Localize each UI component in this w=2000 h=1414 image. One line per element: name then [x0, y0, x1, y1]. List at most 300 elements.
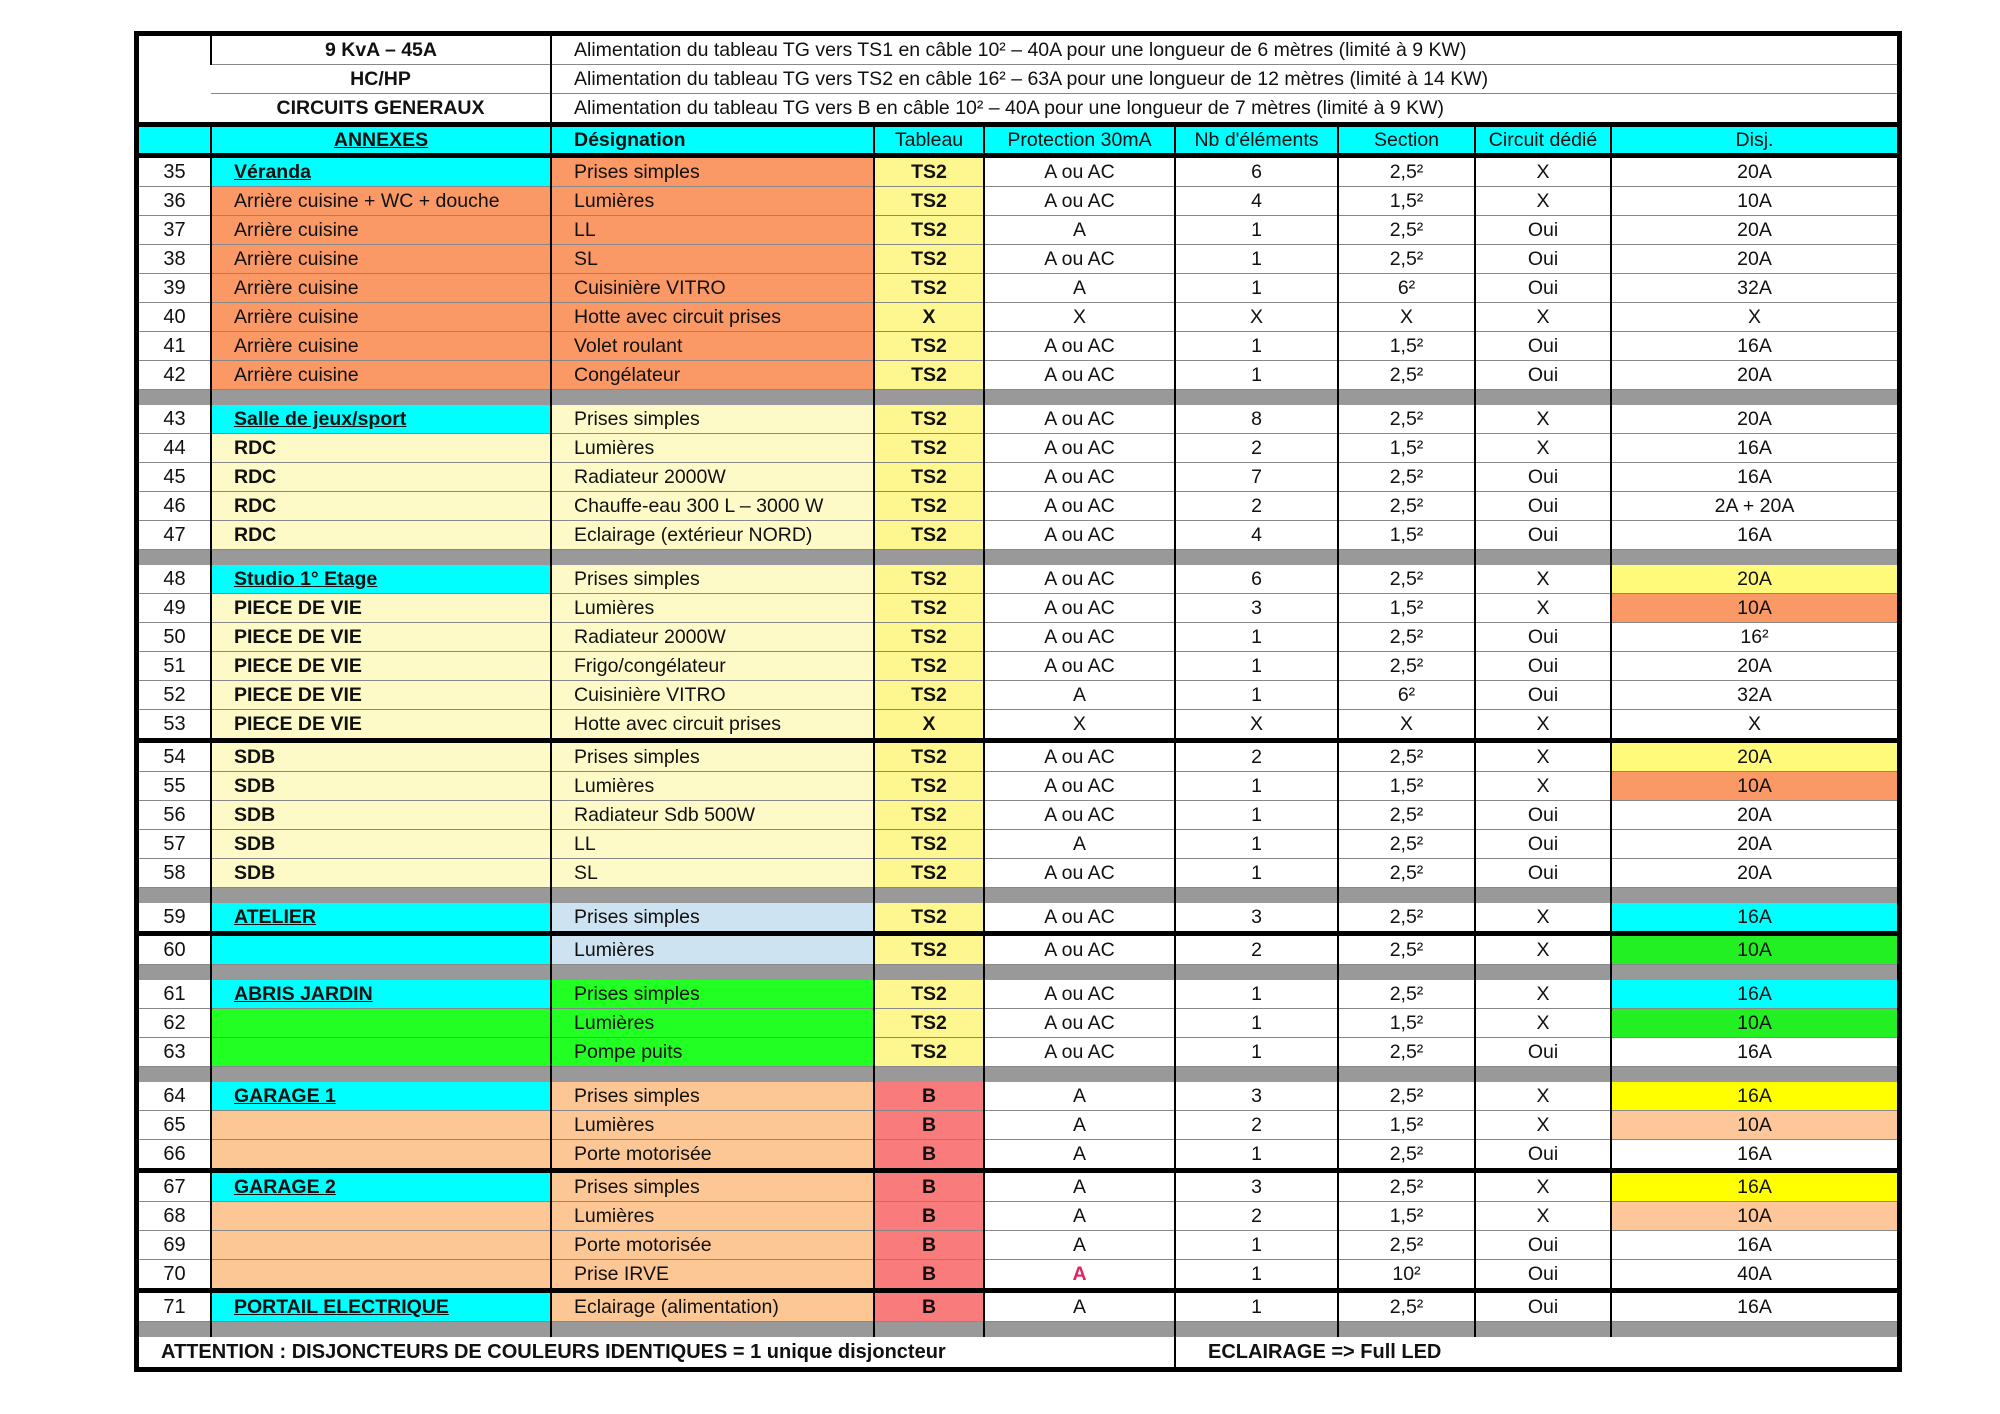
circuit-number: 46 [139, 492, 211, 521]
disj-cell: 40A [1611, 1260, 1897, 1291]
tableau-cell: TS2 [874, 652, 984, 681]
tableau-cell: TS2 [874, 492, 984, 521]
section-cell: 2,5² [1338, 565, 1475, 594]
nb-elements-cell: 1 [1175, 830, 1338, 859]
designation-cell: Prises simples [551, 1171, 874, 1202]
disj-cell: 20A [1611, 156, 1897, 187]
circuit-number: 57 [139, 830, 211, 859]
disj-cell: X [1611, 710, 1897, 741]
nb-elements-cell: 1 [1175, 652, 1338, 681]
circuit-dedie-cell: X [1475, 903, 1611, 934]
separator-cell [211, 1067, 551, 1083]
nb-elements-cell: 2 [1175, 741, 1338, 772]
header-supply-b: Alimentation du tableau TG vers B en câble 10² – 40A pour une longueur de 7 mètres (limité à 9 KW) [551, 94, 1897, 125]
separator-cell [984, 965, 1175, 981]
designation-cell: Prises simples [551, 980, 874, 1009]
circuit-dedie-cell: X [1475, 934, 1611, 965]
designation-cell: Porte motorisée [551, 1231, 874, 1260]
section-cell: 2,5² [1338, 156, 1475, 187]
separator-cell [211, 1322, 551, 1338]
disj-cell: 16² [1611, 623, 1897, 652]
table-row [139, 1291, 1897, 1322]
section-cell: 1,5² [1338, 594, 1475, 623]
table-row [139, 521, 1897, 550]
table-row [139, 1111, 1897, 1140]
separator-cell [139, 550, 211, 566]
annexe-cell: GARAGE 1 [211, 1082, 551, 1111]
designation-cell: Lumières [551, 1202, 874, 1231]
annexe-cell [211, 1009, 551, 1038]
tableau-cell: TS2 [874, 830, 984, 859]
table-row [139, 434, 1897, 463]
circuit-number: 35 [139, 156, 211, 187]
tableau-cell: TS2 [874, 1038, 984, 1067]
nb-elements-cell: 1 [1175, 245, 1338, 274]
disj-cell: 10A [1611, 187, 1897, 216]
separator-cell [139, 1067, 211, 1083]
disj-cell: 10A [1611, 1009, 1897, 1038]
circuit-dedie-cell: Oui [1475, 652, 1611, 681]
disj-cell: 10A [1611, 594, 1897, 623]
circuit-dedie-cell: Oui [1475, 801, 1611, 830]
designation-cell: Volet roulant [551, 332, 874, 361]
group-separator [139, 888, 1897, 904]
tableau-cell: TS2 [874, 681, 984, 710]
circuit-number: 54 [139, 741, 211, 772]
circuit-number: 43 [139, 405, 211, 434]
separator-cell [984, 1322, 1175, 1338]
header-general-circuits: CIRCUITS GENERAUX [211, 94, 551, 125]
designation-cell: Radiateur 2000W [551, 463, 874, 492]
table-row [139, 216, 1897, 245]
tableau-cell: TS2 [874, 463, 984, 492]
circuit-dedie-cell: Oui [1475, 1140, 1611, 1171]
circuit-dedie-cell: X [1475, 710, 1611, 741]
table-row [139, 1171, 1897, 1202]
protection-cell: A ou AC [984, 772, 1175, 801]
separator-cell [1611, 1322, 1897, 1338]
section-cell: 1,5² [1338, 772, 1475, 801]
circuit-number: 64 [139, 1082, 211, 1111]
nb-elements-cell: 6 [1175, 156, 1338, 187]
designation-cell: Frigo/congélateur [551, 652, 874, 681]
section-cell: 1,5² [1338, 1111, 1475, 1140]
tableau-cell: TS2 [874, 405, 984, 434]
disj-cell: 20A [1611, 830, 1897, 859]
protection-cell: A ou AC [984, 652, 1175, 681]
table-row [139, 710, 1897, 741]
designation-cell: Lumières [551, 594, 874, 623]
circuit-dedie-cell: Oui [1475, 332, 1611, 361]
protection-cell: X [984, 710, 1175, 741]
annexe-cell: PIECE DE VIE [211, 681, 551, 710]
tableau-cell: B [874, 1111, 984, 1140]
protection-cell: A [984, 216, 1175, 245]
nb-elements-cell: 2 [1175, 1202, 1338, 1231]
disj-cell: X [1611, 303, 1897, 332]
section-cell: 2,5² [1338, 361, 1475, 390]
designation-cell: Prises simples [551, 1082, 874, 1111]
protection-cell: A [984, 1202, 1175, 1231]
section-cell: 1,5² [1338, 187, 1475, 216]
circuit-dedie-cell: Oui [1475, 859, 1611, 888]
disj-cell: 32A [1611, 274, 1897, 303]
designation-cell: Lumières [551, 934, 874, 965]
designation-cell: Eclairage (extérieur NORD) [551, 521, 874, 550]
separator-cell [139, 965, 211, 981]
separator-cell [1475, 1322, 1611, 1338]
nb-elements-cell: 1 [1175, 1009, 1338, 1038]
circuit-number: 52 [139, 681, 211, 710]
circuit-dedie-cell: Oui [1475, 216, 1611, 245]
protection-cell: A ou AC [984, 434, 1175, 463]
circuit-number: 49 [139, 594, 211, 623]
table-row [139, 594, 1897, 623]
col-header-circuit-dedie: Circuit dédié [1475, 125, 1611, 156]
section-cell: 1,5² [1338, 1009, 1475, 1038]
section-cell: 1,5² [1338, 1202, 1475, 1231]
separator-cell [1611, 888, 1897, 904]
section-cell: 2,5² [1338, 463, 1475, 492]
protection-cell: A ou AC [984, 565, 1175, 594]
circuit-number: 55 [139, 772, 211, 801]
section-cell: 2,5² [1338, 405, 1475, 434]
disj-cell: 20A [1611, 216, 1897, 245]
annexe-cell: Arrière cuisine [211, 274, 551, 303]
disj-cell: 16A [1611, 1231, 1897, 1260]
separator-cell [1338, 390, 1475, 406]
table-row [139, 156, 1897, 187]
nb-elements-cell: 4 [1175, 187, 1338, 216]
nb-elements-cell: 3 [1175, 903, 1338, 934]
separator-cell [1475, 965, 1611, 981]
nb-elements-cell: 1 [1175, 1260, 1338, 1291]
table-row [139, 565, 1897, 594]
annexe-cell [211, 1202, 551, 1231]
disj-cell: 16A [1611, 1291, 1897, 1322]
circuit-dedie-cell: X [1475, 980, 1611, 1009]
table-row [139, 934, 1897, 965]
section-cell: 2,5² [1338, 623, 1475, 652]
separator-cell [1475, 888, 1611, 904]
section-cell: 2,5² [1338, 216, 1475, 245]
circuit-number: 71 [139, 1291, 211, 1322]
header-supply-ts2: Alimentation du tableau TG vers TS2 en câble 16² – 63A pour une longueur de 12 mètres (limité à 14 KW) [551, 65, 1897, 94]
protection-cell: A ou AC [984, 1009, 1175, 1038]
protection-cell: A ou AC [984, 332, 1175, 361]
separator-cell [874, 550, 984, 566]
table-row [139, 980, 1897, 1009]
circuit-dedie-cell: Oui [1475, 521, 1611, 550]
annexe-cell: PORTAIL ELECTRIQUE [211, 1291, 551, 1322]
header-power-rating: 9 KvA – 45A [211, 36, 551, 65]
table-row [139, 492, 1897, 521]
designation-cell: Hotte avec circuit prises [551, 710, 874, 741]
separator-cell [1338, 888, 1475, 904]
separator-cell [211, 390, 551, 406]
separator-cell [1475, 1067, 1611, 1083]
tableau-cell: TS2 [874, 361, 984, 390]
circuit-dedie-cell: X [1475, 434, 1611, 463]
annexe-cell: SDB [211, 859, 551, 888]
separator-cell [1611, 390, 1897, 406]
separator-cell [1611, 550, 1897, 566]
tableau-cell: B [874, 1140, 984, 1171]
circuit-number: 66 [139, 1140, 211, 1171]
separator-cell [551, 550, 874, 566]
circuit-dedie-cell: X [1475, 594, 1611, 623]
col-header-section: Section [1338, 125, 1475, 156]
separator-cell [139, 1322, 211, 1338]
separator-cell [139, 888, 211, 904]
table-row [139, 405, 1897, 434]
nb-elements-cell: 1 [1175, 332, 1338, 361]
separator-cell [984, 888, 1175, 904]
section-cell: 2,5² [1338, 1038, 1475, 1067]
section-cell: 2,5² [1338, 903, 1475, 934]
disj-cell: 20A [1611, 405, 1897, 434]
designation-cell: Prises simples [551, 565, 874, 594]
protection-cell: A ou AC [984, 594, 1175, 623]
annexe-cell: Salle de jeux/sport [211, 405, 551, 434]
nb-elements-cell: 1 [1175, 1140, 1338, 1171]
circuit-number: 69 [139, 1231, 211, 1260]
table-row [139, 463, 1897, 492]
disj-cell: 20A [1611, 741, 1897, 772]
separator-cell [551, 1322, 874, 1338]
designation-cell: Lumières [551, 1009, 874, 1038]
circuit-number: 39 [139, 274, 211, 303]
circuit-number: 38 [139, 245, 211, 274]
designation-cell: LL [551, 216, 874, 245]
disj-cell: 16A [1611, 1140, 1897, 1171]
annexe-cell: Arrière cuisine [211, 245, 551, 274]
separator-cell [1475, 550, 1611, 566]
table-row [139, 681, 1897, 710]
section-cell: 2,5² [1338, 934, 1475, 965]
header-row-1 [139, 36, 1897, 65]
protection-cell: A ou AC [984, 492, 1175, 521]
designation-cell: Lumières [551, 1111, 874, 1140]
table-row [139, 332, 1897, 361]
annexe-cell: ATELIER [211, 903, 551, 934]
section-cell: 2,5² [1338, 1140, 1475, 1171]
separator-cell [551, 888, 874, 904]
annexe-cell: SDB [211, 772, 551, 801]
protection-cell: A [984, 1140, 1175, 1171]
nb-elements-cell: 3 [1175, 1082, 1338, 1111]
annexe-cell: Arrière cuisine [211, 332, 551, 361]
tableau-cell: X [874, 710, 984, 741]
circuit-number: 68 [139, 1202, 211, 1231]
tableau-cell: TS2 [874, 903, 984, 934]
annexe-cell [211, 1260, 551, 1291]
designation-cell: Congélateur [551, 361, 874, 390]
tableau-cell: TS2 [874, 594, 984, 623]
disj-cell: 16A [1611, 463, 1897, 492]
nb-elements-cell: 1 [1175, 1038, 1338, 1067]
nb-elements-cell: 1 [1175, 772, 1338, 801]
col-header-nb-elements: Nb d'éléments [1175, 125, 1338, 156]
circuit-dedie-cell: Oui [1475, 681, 1611, 710]
table-row [139, 772, 1897, 801]
tableau-cell: B [874, 1291, 984, 1322]
designation-cell: Cuisinière VITRO [551, 681, 874, 710]
protection-cell: A ou AC [984, 187, 1175, 216]
section-cell: 2,5² [1338, 859, 1475, 888]
section-cell: 2,5² [1338, 1291, 1475, 1322]
annexe-cell: PIECE DE VIE [211, 652, 551, 681]
annexe-cell: SDB [211, 830, 551, 859]
column-header-row [139, 125, 1897, 156]
protection-cell: A ou AC [984, 521, 1175, 550]
disj-cell: 16A [1611, 1038, 1897, 1067]
annexe-cell: Arrière cuisine [211, 361, 551, 390]
table-row [139, 1009, 1897, 1038]
protection-cell: A [984, 1082, 1175, 1111]
circuit-dedie-cell: Oui [1475, 361, 1611, 390]
section-cell: 6² [1338, 274, 1475, 303]
nb-elements-cell: 1 [1175, 623, 1338, 652]
designation-cell: Eclairage (alimentation) [551, 1291, 874, 1322]
circuit-table [139, 36, 1897, 1367]
separator-cell [1175, 965, 1338, 981]
circuit-number: 53 [139, 710, 211, 741]
col-header-protection: Protection 30mA [984, 125, 1175, 156]
nb-elements-cell: 3 [1175, 594, 1338, 623]
circuit-number: 62 [139, 1009, 211, 1038]
nb-elements-cell: 1 [1175, 1231, 1338, 1260]
designation-cell: SL [551, 859, 874, 888]
circuit-dedie-cell: X [1475, 1009, 1611, 1038]
protection-cell: A [984, 1260, 1175, 1291]
circuit-dedie-cell: X [1475, 772, 1611, 801]
circuit-dedie-cell: Oui [1475, 245, 1611, 274]
tableau-cell: TS2 [874, 772, 984, 801]
designation-cell: Radiateur Sdb 500W [551, 801, 874, 830]
protection-cell: A ou AC [984, 245, 1175, 274]
header-row-2 [139, 65, 1897, 94]
section-cell: 2,5² [1338, 492, 1475, 521]
annexe-cell: Arrière cuisine + WC + douche [211, 187, 551, 216]
tableau-cell: TS2 [874, 565, 984, 594]
annexe-cell [211, 1231, 551, 1260]
tableau-cell: TS2 [874, 623, 984, 652]
separator-cell [211, 965, 551, 981]
section-cell: 2,5² [1338, 741, 1475, 772]
nb-elements-cell: 1 [1175, 216, 1338, 245]
designation-cell: Prises simples [551, 156, 874, 187]
separator-cell [1611, 1067, 1897, 1083]
nb-elements-cell: 1 [1175, 980, 1338, 1009]
circuit-dedie-cell: X [1475, 156, 1611, 187]
separator-cell [139, 390, 211, 406]
annexe-cell [211, 1038, 551, 1067]
nb-elements-cell: 8 [1175, 405, 1338, 434]
section-cell: 2,5² [1338, 1171, 1475, 1202]
circuit-number: 61 [139, 980, 211, 1009]
separator-cell [874, 965, 984, 981]
separator-cell [211, 888, 551, 904]
tableau-cell: TS2 [874, 156, 984, 187]
disj-cell: 20A [1611, 859, 1897, 888]
annexe-cell [211, 1140, 551, 1171]
protection-cell: A ou AC [984, 980, 1175, 1009]
annexe-cell [211, 934, 551, 965]
tableau-cell: TS2 [874, 187, 984, 216]
separator-cell [551, 390, 874, 406]
circuit-table-sheet [134, 31, 1902, 1372]
disj-cell: 10A [1611, 934, 1897, 965]
circuit-number: 70 [139, 1260, 211, 1291]
separator-cell [551, 965, 874, 981]
protection-cell: A [984, 1171, 1175, 1202]
separator-cell [1338, 550, 1475, 566]
group-separator [139, 390, 1897, 406]
nb-elements-cell: 1 [1175, 801, 1338, 830]
annexe-cell: SDB [211, 801, 551, 830]
protection-cell: X [984, 303, 1175, 332]
circuit-dedie-cell: Oui [1475, 1231, 1611, 1260]
disj-cell: 20A [1611, 245, 1897, 274]
protection-cell: A [984, 274, 1175, 303]
tableau-cell: B [874, 1082, 984, 1111]
separator-cell [1175, 1067, 1338, 1083]
table-row [139, 1202, 1897, 1231]
separator-cell [1175, 390, 1338, 406]
circuit-number: 65 [139, 1111, 211, 1140]
circuit-number: 40 [139, 303, 211, 332]
separator-cell [874, 888, 984, 904]
section-cell: 2,5² [1338, 980, 1475, 1009]
table-row [139, 830, 1897, 859]
circuit-dedie-cell: Oui [1475, 1291, 1611, 1322]
nb-elements-cell: 2 [1175, 434, 1338, 463]
designation-cell: Prises simples [551, 405, 874, 434]
nb-elements-cell: 1 [1175, 1291, 1338, 1322]
tableau-cell: B [874, 1202, 984, 1231]
header-blank-cell [139, 36, 211, 125]
section-cell: 2,5² [1338, 245, 1475, 274]
annexe-cell: Studio 1° Etage [211, 565, 551, 594]
protection-cell: A ou AC [984, 801, 1175, 830]
tableau-cell: TS2 [874, 801, 984, 830]
nb-elements-cell: 6 [1175, 565, 1338, 594]
annexe-cell: SDB [211, 741, 551, 772]
tableau-cell: TS2 [874, 216, 984, 245]
circuit-number: 59 [139, 903, 211, 934]
protection-cell: A [984, 1231, 1175, 1260]
disj-cell: 16A [1611, 521, 1897, 550]
circuit-dedie-cell: X [1475, 741, 1611, 772]
disj-cell: 16A [1611, 332, 1897, 361]
nb-elements-cell: 2 [1175, 1111, 1338, 1140]
separator-cell [1175, 1322, 1338, 1338]
circuit-dedie-cell: X [1475, 565, 1611, 594]
circuit-number: 56 [139, 801, 211, 830]
col-header-number [139, 125, 211, 156]
circuit-dedie-cell: Oui [1475, 463, 1611, 492]
circuit-number: 63 [139, 1038, 211, 1067]
annexe-cell: PIECE DE VIE [211, 594, 551, 623]
annexe-cell: PIECE DE VIE [211, 710, 551, 741]
section-cell: 1,5² [1338, 332, 1475, 361]
table-row [139, 1231, 1897, 1260]
separator-cell [1175, 550, 1338, 566]
annexe-cell: GARAGE 2 [211, 1171, 551, 1202]
table-row [139, 623, 1897, 652]
header-tariff: HC/HP [211, 65, 551, 94]
